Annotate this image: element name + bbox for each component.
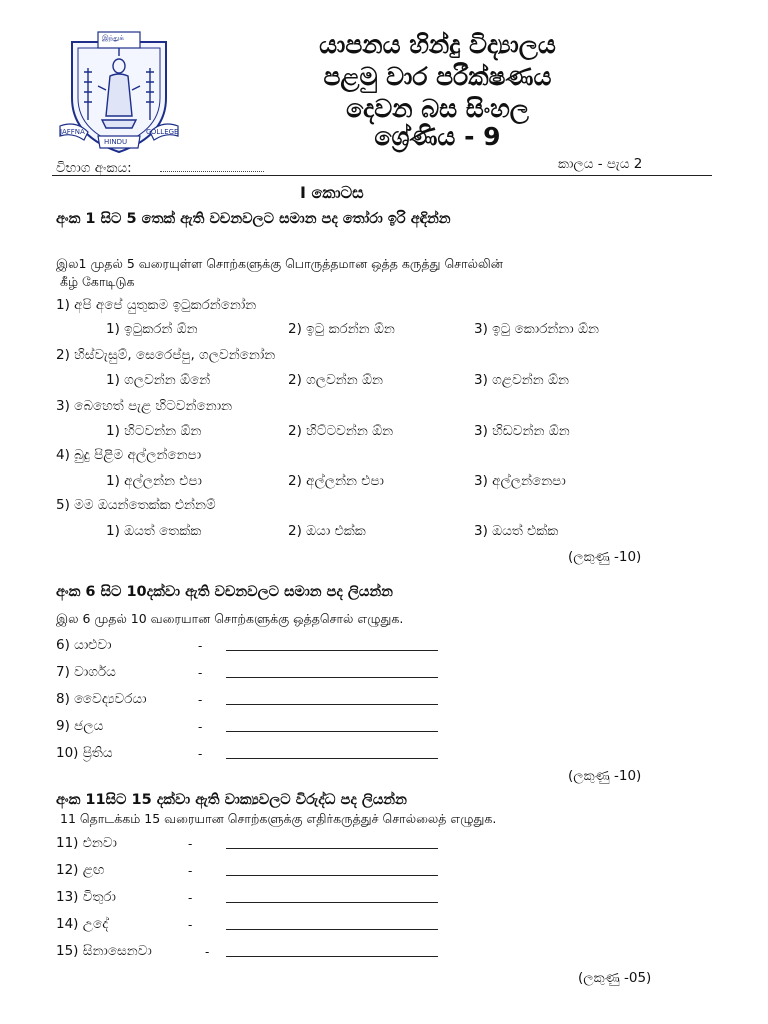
section2-instruction: අංක 6 සිට 10දක්වා ඇති වචනවලට සමාන පද ලියන්න	[56, 584, 393, 600]
subject-title: දෙවන බස සිංහල	[346, 94, 529, 123]
q2-option-2[interactable]: 2) ගලවන්න ඕන	[288, 372, 383, 388]
synonym-dash-10: -	[198, 747, 203, 761]
grade-title: ශ්‍රේණිය - 9	[374, 122, 501, 151]
antonym-answer-line-14[interactable]	[226, 929, 438, 930]
synonym-item-6: 6) යාළුවා	[56, 637, 112, 653]
synonym-item-9: 9) ජලය	[56, 718, 104, 734]
question-4: 4) බුදු පිළිම අල්ලන්නෙපා	[56, 447, 202, 463]
section1-instruction: අංක 1 සිට 5 තෙක් ඇති වචනවලට සමාන පද තෝරා ඉරි අඳින්න	[56, 211, 451, 227]
antonym-dash-11: -	[188, 837, 193, 851]
logo-top-text: இந்துக்	[102, 34, 124, 42]
synonym-answer-line-7[interactable]	[226, 677, 438, 678]
antonym-dash-14: -	[188, 918, 193, 932]
question-2: 2) හිස්වැසුම්, සෙරෙප්පු, ගලවන්නෝන	[56, 347, 276, 363]
section3-tamil-instruction: 11 தொடக்கம் 15 வரையான சொற்களுக்கு எதிர்கருத்துச் சொல்லைத் எழுதுக.	[60, 811, 497, 826]
section3-instruction: අංක 11සිට 15 දක්වා ඇති වාක්‍යවලට විරුද්ධ පද ලියන්න	[56, 792, 407, 808]
part-title: I කොටස	[300, 183, 364, 202]
synonym-dash-8: -	[198, 693, 203, 707]
synonym-item-10: 10) ප්‍රිතිය	[56, 745, 113, 761]
q1-option-2[interactable]: 2) ඉටු කරන්න ඕන	[288, 321, 395, 337]
antonym-item-12: 12) ළඟ	[56, 862, 105, 878]
index-number-field[interactable]	[160, 171, 264, 172]
q3-option-3[interactable]: 3) හිඩවන්න ඕන	[474, 423, 570, 439]
q5-option-3[interactable]: 3) ඔයත් එක්ක	[474, 523, 559, 539]
synonym-answer-line-9[interactable]	[226, 731, 438, 732]
q4-option-1[interactable]: 1) අල්ලන්න එපා	[106, 473, 202, 489]
q5-option-1[interactable]: 1) ඔයත් තෙක්ක	[106, 523, 202, 539]
antonym-answer-line-11[interactable]	[226, 848, 438, 849]
school-name: යාපනය හින්දු විද්‍යාලය	[319, 30, 556, 59]
synonym-dash-6: -	[198, 639, 203, 653]
q2-option-1[interactable]: 1) ගලවන්න ඕනේ	[106, 372, 211, 388]
antonym-answer-line-15[interactable]	[226, 956, 438, 957]
section3-marks: (ලකුණු -05)	[578, 970, 652, 986]
section1-marks: (ලකුණු -10)	[568, 549, 642, 565]
question-3: 3) බෙහෙත් පැළ හිටවන්නොන	[56, 398, 233, 414]
question-5: 5) මම ඔයන්තෙක්ක එන්නම්	[56, 497, 216, 513]
antonym-answer-line-13[interactable]	[226, 902, 438, 903]
synonym-answer-line-6[interactable]	[226, 650, 438, 651]
section1-tamil-instruction-1: இல1 முதல் 5 வரையுள்ள சொற்களுக்கு பொருத்தமான ஒத்த கருத்து சொல்லின்	[56, 256, 503, 271]
antonym-dash-13: -	[188, 891, 193, 905]
q4-option-3[interactable]: 3) අල්ලන්නෙපා	[474, 473, 566, 489]
antonym-item-11: 11) එනවා	[56, 835, 117, 851]
crest-icon	[58, 28, 180, 156]
synonym-answer-line-10[interactable]	[226, 758, 438, 759]
time-label: කාලය - පැය 2	[558, 156, 643, 172]
logo-left-text: JAFFNA	[60, 128, 85, 136]
question-1: 1) අපි අපේ යුතුකම ඉටුකරන්නෝන	[56, 297, 257, 313]
q1-option-1[interactable]: 1) ඉටුකරන් ඕන	[106, 321, 198, 337]
synonym-dash-7: -	[198, 666, 203, 680]
antonym-dash-12: -	[188, 864, 193, 878]
header-divider	[52, 175, 712, 176]
section1-tamil-instruction-2: கீழ் கோடிடுக	[60, 274, 135, 289]
antonym-dash-15: -	[205, 945, 210, 959]
synonym-item-7: 7) වාර්ගය	[56, 664, 116, 680]
logo-right-text: COLLEGE	[146, 128, 179, 136]
q5-option-2[interactable]: 2) ඔයා එක්ක	[288, 523, 366, 539]
synonym-item-8: 8) වෛද්‍යවරයා	[56, 691, 147, 707]
exam-name: පළමු වාර පරීක්ෂණය	[323, 62, 552, 91]
section2-marks: (ලකුණු -10)	[568, 768, 642, 784]
synonym-answer-line-8[interactable]	[226, 704, 438, 705]
q4-option-2[interactable]: 2) අල්ලන්න එපා	[288, 473, 384, 489]
logo-center-text: HINDU	[104, 138, 128, 146]
synonym-dash-9: -	[198, 720, 203, 734]
q3-option-1[interactable]: 1) හිටවන්න ඕන	[106, 423, 202, 439]
section2-tamil-instruction: இல 6 முதல் 10 வரையான சொற்களுக்கு ஒத்தசொல் எழுதுக.	[56, 611, 404, 626]
antonym-answer-line-12[interactable]	[226, 875, 438, 876]
school-crest-logo	[58, 28, 180, 156]
antonym-item-15: 15) සිනාසෙනවා	[56, 943, 152, 959]
q2-option-3[interactable]: 3) ගළවන්න ඕන	[474, 372, 569, 388]
antonym-item-13: 13) විතුරා	[56, 889, 117, 905]
index-number-label: විභාග අංකය:	[56, 160, 132, 176]
q3-option-2[interactable]: 2) හිට්ටවන්න ඕන	[288, 423, 394, 439]
antonym-item-14: 14) උදේ	[56, 916, 109, 932]
q1-option-3[interactable]: 3) ඉටු කොරන්නා ඕන	[474, 321, 599, 337]
